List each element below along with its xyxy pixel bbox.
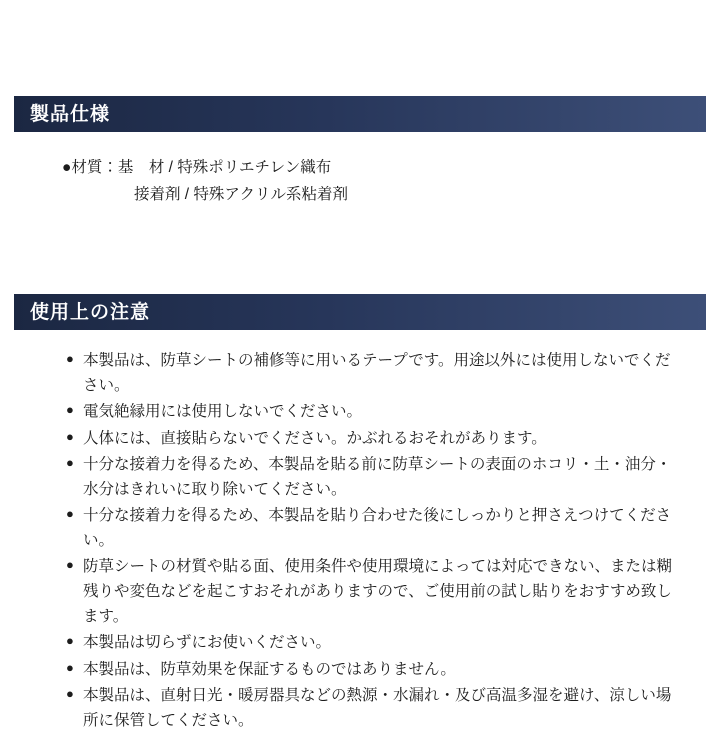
bullet-icon: ● bbox=[66, 428, 74, 444]
bullet-icon: ● bbox=[66, 351, 74, 367]
bullet-icon: ● bbox=[66, 505, 74, 521]
bullet-icon: ● bbox=[66, 557, 74, 573]
list-item-label: 本製品は、防草効果を保証するものではありません。 bbox=[83, 660, 456, 678]
section-usage-notes bbox=[0, 294, 720, 733]
list-item bbox=[66, 399, 680, 424]
list-item bbox=[66, 503, 680, 553]
bullet-icon: ● bbox=[66, 633, 74, 649]
bullet-icon: ● bbox=[66, 402, 74, 418]
bullet-icon: ● bbox=[66, 659, 74, 675]
list-item-label: 電気絶縁用には使用しないでください。 bbox=[83, 403, 363, 421]
product-spec-body bbox=[0, 154, 720, 208]
section-heading-usage-notes: 使用上の注意 bbox=[30, 301, 151, 323]
list-item bbox=[66, 348, 680, 398]
list-item bbox=[66, 554, 680, 629]
list-item bbox=[66, 683, 680, 733]
list-item bbox=[66, 630, 680, 655]
list-item bbox=[66, 657, 680, 682]
list-item bbox=[66, 452, 680, 502]
list-item-label: 防草シートの材質や貼る面、使用条件や使用環境によっては対応できない、または糊残りや変色などを起こすおそれがありますので、ご使用前の試し貼りをおすすめ致します。 bbox=[83, 558, 673, 626]
spec-line-adhesive: 接着剤 / 特殊アクリル系粘着剤 bbox=[134, 186, 348, 204]
section-product-spec bbox=[0, 0, 720, 208]
list-item-label: 本製品は、直射日光・暖房器具などの熱源・水漏れ・及び高温多湿を避け、涼しい場所に保管してください。 bbox=[83, 686, 672, 729]
list-item-label: 十分な接着力を得るため、本製品を貼り合わせた後にしっかりと押さえつけてください。 bbox=[83, 506, 672, 550]
section-heading-product-spec: 製品仕様 bbox=[30, 103, 111, 125]
usage-notes-list bbox=[0, 348, 720, 733]
list-item-label: 本製品は、防草シートの補修等に用いるテープです。用途以外には使用しないでください。 bbox=[83, 352, 671, 395]
section-heading-bar-product-spec bbox=[14, 96, 706, 132]
spec-line-material: ●材質：基 材 / 特殊ポリエチレン織布 bbox=[62, 159, 332, 176]
list-item-label: 十分な接着力を得るため、本製品を貼る前に防草シートの表面のホコリ・土・油分・水分はきれいに取り除いてください。 bbox=[83, 455, 672, 498]
list-item-label: 人体には、直接貼らないでください。かぶれるおそれがあります。 bbox=[83, 429, 547, 447]
section-heading-bar-usage-notes bbox=[14, 294, 706, 330]
list-item bbox=[66, 426, 680, 451]
bullet-icon: ● bbox=[66, 454, 74, 470]
list-item-label: 本製品は切らずにお使いください。 bbox=[83, 634, 332, 652]
bullet-icon: ● bbox=[66, 685, 74, 701]
